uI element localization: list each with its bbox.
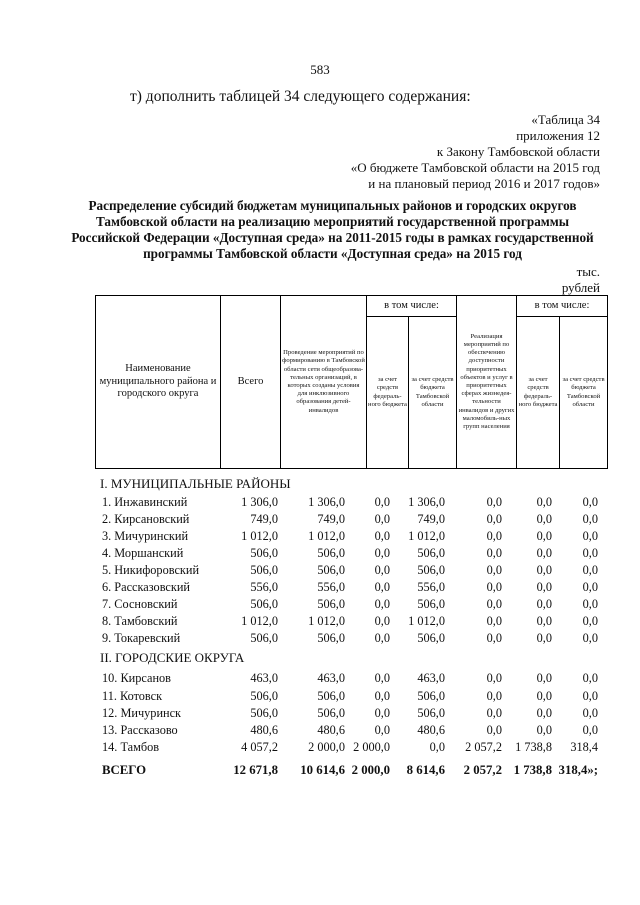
cell-fed2: 0,0 [536,597,552,611]
cell-reg1: 506,0 [417,546,445,560]
cell-col2: 0,0 [486,529,502,543]
cell-total: 1 012,0 [241,614,278,628]
cell-fed2: 0,0 [536,614,552,628]
header-name: Наименование муниципального района и городского округа [96,296,221,469]
table-row [100,580,604,597]
cell-reg1: 556,0 [417,580,445,594]
cell-reg2: 0,0 [582,597,598,611]
cell-reg2: 0,0 [582,495,598,509]
cell-col1: 506,0 [317,706,345,720]
cell-fed2: 0,0 [536,706,552,720]
cell-total: 506,0 [250,689,278,703]
page-number: 583 [310,62,330,77]
cell-name: 14. Тамбов [102,740,160,754]
cell-fed1: 0,0 [374,671,390,685]
header-reg1: за счет средств бюджета Тамбовской области [409,317,457,469]
cell-reg1: 1 306,0 [408,495,445,509]
cell-col1: 2 000,0 [308,740,345,754]
cell-reg1: 506,0 [417,689,445,703]
table-row [100,671,604,688]
cell-name: 6. Рассказовский [102,580,191,594]
cell-reg2: 318,4»; [558,763,598,777]
cell-fed1: 0,0 [374,529,390,543]
cell-reg2: 0,0 [582,580,598,594]
cell-fed1: 0,0 [374,597,390,611]
cell-col2: 0,0 [486,614,502,628]
cell-reg2: 0,0 [582,689,598,703]
cell-name: 8. Тамбовский [102,614,178,628]
cell-reg2: 0,0 [582,723,598,737]
cell-total: 749,0 [250,512,278,526]
cell-col2: 0,0 [486,597,502,611]
cell-col1: 1 012,0 [308,529,345,543]
intro-text: т) дополнить таблицей 34 следующего содержания: [130,88,471,105]
cell-fed1: 0,0 [374,512,390,526]
table-row [100,597,604,614]
cell-col2: 0,0 [486,631,502,645]
cell-col1: 1 012,0 [308,614,345,628]
cell-col2: 0,0 [486,706,502,720]
caption-line: и на плановый период 2016 и 2017 годов» [368,176,600,191]
section-city-districts: II. ГОРОДСКИЕ ОКРУГА [100,650,245,665]
cell-col1: 506,0 [317,597,345,611]
cell-fed1: 2 000,0 [353,740,390,754]
cell-fed2: 0,0 [536,546,552,560]
cell-total: 12 671,8 [233,763,278,777]
section-municipal-districts: I. МУНИЦИПАЛЬНЫЕ РАЙОНЫ [100,476,291,491]
table-title: Распределение субсидий бюджетам муниципальных районов и городских округов Тамбовской области на реализацию мероприятий государственной программы Российской Федерации «Доступная среда» на 2011-2015 годы в рамках государственной программы Тамбовской области «Доступная среда» на 2015 год [71,198,594,261]
units-line: тыс. [576,264,600,279]
cell-name: 3. Мичуринский [102,529,189,543]
cell-fed1: 0,0 [374,706,390,720]
cell-reg2: 0,0 [582,671,598,685]
cell-fed1: 0,0 [374,723,390,737]
cell-total: 506,0 [250,631,278,645]
cell-name: 10. Кирсанов [102,671,171,685]
cell-fed1: 0,0 [374,580,390,594]
cell-fed1: 0,0 [374,631,390,645]
cell-fed2: 0,0 [536,529,552,543]
cell-fed2: 0,0 [536,723,552,737]
cell-name: 1. Инжавинский [102,495,188,509]
cell-reg1: 506,0 [417,631,445,645]
cell-col2: 0,0 [486,723,502,737]
cell-reg1: 463,0 [417,671,445,685]
table-row [100,563,604,580]
caption-line: «О бюджете Тамбовской области на 2015 год [350,160,600,175]
cell-reg2: 0,0 [582,529,598,543]
cell-reg1: 506,0 [417,597,445,611]
cell-fed2: 1 738,8 [513,763,552,777]
caption-line: приложения 12 [516,128,600,143]
cell-name: 9. Токаревский [102,631,181,645]
cell-reg2: 0,0 [582,546,598,560]
header-incl1: в том числе: [367,296,457,317]
cell-reg1: 506,0 [417,563,445,577]
header-total: Всего [221,296,281,469]
table-row [100,740,604,757]
cell-reg2: 0,0 [582,563,598,577]
cell-name: 7. Сосновский [102,597,178,611]
header-col1: Проведение мероприятий по формированию в Тамбовской области сети общеобразова-тельных организаций, в которых созданы условия для инклюзивного образования детей-инвалидов [281,296,367,469]
caption-line: к Закону Тамбовской области [436,144,600,159]
cell-total: 4 057,2 [241,740,278,754]
cell-fed2: 0,0 [536,563,552,577]
cell-col2: 0,0 [486,580,502,594]
cell-col1: 506,0 [317,631,345,645]
cell-name: 13. Рассказово [102,723,178,737]
table-row [100,512,604,529]
cell-col1: 749,0 [317,512,345,526]
cell-total: 506,0 [250,706,278,720]
cell-fed1: 0,0 [374,495,390,509]
cell-total: 556,0 [250,580,278,594]
table-row [100,614,604,631]
cell-col1: 480,6 [317,723,345,737]
cell-total: 506,0 [250,597,278,611]
cell-col2: 0,0 [486,546,502,560]
cell-fed2: 0,0 [536,495,552,509]
cell-col1: 506,0 [317,563,345,577]
cell-reg1: 749,0 [417,512,445,526]
cell-col1: 463,0 [317,671,345,685]
cell-fed2: 0,0 [536,671,552,685]
table-header [95,295,608,469]
cell-col1: 556,0 [317,580,345,594]
cell-col1: 506,0 [317,689,345,703]
cell-col1: 10 614,6 [300,763,345,777]
cell-col2: 0,0 [486,563,502,577]
table-row [100,631,604,648]
table-row [100,706,604,723]
cell-fed2: 0,0 [536,631,552,645]
table-row [100,689,604,706]
cell-reg1: 506,0 [417,706,445,720]
cell-reg2: 0,0 [582,706,598,720]
cell-col2: 0,0 [486,495,502,509]
cell-total: 506,0 [250,546,278,560]
cell-reg2: 0,0 [582,631,598,645]
cell-name: 12. Мичуринск [102,706,182,720]
cell-col1: 1 306,0 [308,495,345,509]
cell-total: 463,0 [250,671,278,685]
units-line: рублей [561,280,600,295]
cell-name: ВСЕГО [102,763,147,777]
cell-fed2: 1 738,8 [515,740,552,754]
cell-fed2: 0,0 [536,580,552,594]
cell-reg1: 1 012,0 [408,614,445,628]
units-label [562,264,600,296]
cell-total: 1 306,0 [241,495,278,509]
header-fed1: за счет средств федераль-ного бюджета [367,317,409,469]
cell-fed2: 0,0 [536,689,552,703]
cell-reg1: 480,6 [417,723,445,737]
header-reg2: за счет средств бюджета Тамбовской области [560,317,608,469]
cell-reg2: 0,0 [582,512,598,526]
cell-col2: 0,0 [486,689,502,703]
cell-reg1: 0,0 [429,740,445,754]
header-col2: Реализация мероприятий по обеспечению доступности приоритетных объектов и услуг в приоритетных сферах жизнедея-тельности инвалидов и других маломобиль-ных групп населения [457,296,517,469]
cell-reg2: 318,4 [570,740,598,754]
caption-line: «Таблица 34 [531,112,600,127]
cell-reg1: 8 614,6 [406,763,445,777]
cell-fed1: 0,0 [374,614,390,628]
cell-col2: 2 057,2 [463,763,502,777]
cell-fed1: 0,0 [374,563,390,577]
cell-fed1: 2 000,0 [351,763,390,777]
cell-total: 480,6 [250,723,278,737]
cell-reg1: 1 012,0 [408,529,445,543]
cell-fed2: 0,0 [536,512,552,526]
cell-reg2: 0,0 [582,614,598,628]
cell-total: 506,0 [250,563,278,577]
cell-col2: 0,0 [486,671,502,685]
cell-name: 2. Кирсановский [102,512,190,526]
cell-fed1: 0,0 [374,546,390,560]
total-row-content [100,763,604,780]
cell-col1: 506,0 [317,546,345,560]
cell-total: 1 012,0 [241,529,278,543]
table-row [100,495,604,512]
table-row [100,723,604,740]
table-row [100,529,604,546]
header-fed2: за счет средств федераль-ного бюджета [517,317,560,469]
cell-col2: 2 057,2 [465,740,502,754]
cell-name: 5. Никифоровский [102,563,200,577]
table-row [100,546,604,563]
header-incl2: в том числе: [517,296,608,317]
cell-fed1: 0,0 [374,689,390,703]
cell-col2: 0,0 [486,512,502,526]
cell-name: 11. Котовск [102,689,163,703]
cell-name: 4. Моршанский [102,546,184,560]
